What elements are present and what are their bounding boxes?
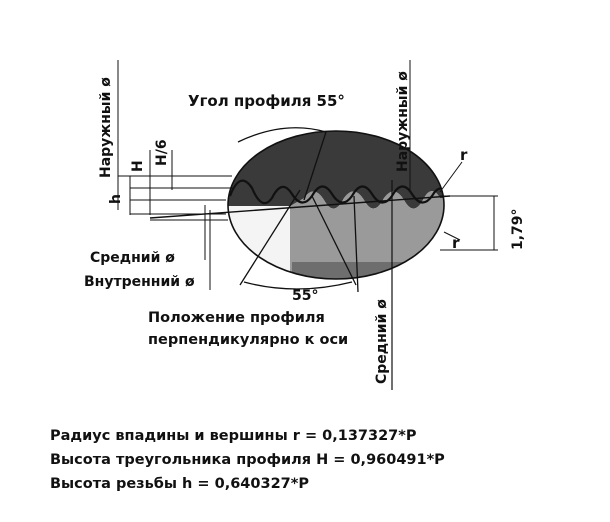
- r-top-label: r: [460, 146, 468, 164]
- h-label: h: [108, 194, 124, 204]
- profile-angle-label: Угол профиля 55°: [188, 92, 345, 110]
- taper-angle-label: 1,79°: [510, 208, 526, 250]
- formula-radius: Радиус впадины и вершины r = 0,137327*P: [50, 428, 417, 444]
- H-label: H: [130, 160, 146, 172]
- profile-position-line2: перпендикулярно к оси: [148, 332, 349, 348]
- outer-diameter-left-label: Наружный ø: [98, 77, 114, 178]
- middle-diameter-vertical-label: Средний ø: [374, 299, 390, 384]
- r-bottom-label: r: [452, 234, 460, 252]
- outer-diameter-right-label: Наружный ø: [395, 71, 411, 172]
- middle-diameter-label: Средний ø: [90, 250, 175, 266]
- thread-body: [225, 128, 450, 290]
- bottom-angle-label: 55°: [292, 288, 319, 304]
- inner-diameter-label: Внутренний ø: [84, 274, 195, 290]
- H6-label: H/6: [154, 139, 170, 166]
- profile-position-line1: Положение профиля: [148, 310, 325, 326]
- formula-triangle-height: Высота треугольника профиля H = 0,960491*P: [50, 452, 445, 468]
- formula-thread-height: Высота резьбы h = 0,640327*P: [50, 476, 309, 492]
